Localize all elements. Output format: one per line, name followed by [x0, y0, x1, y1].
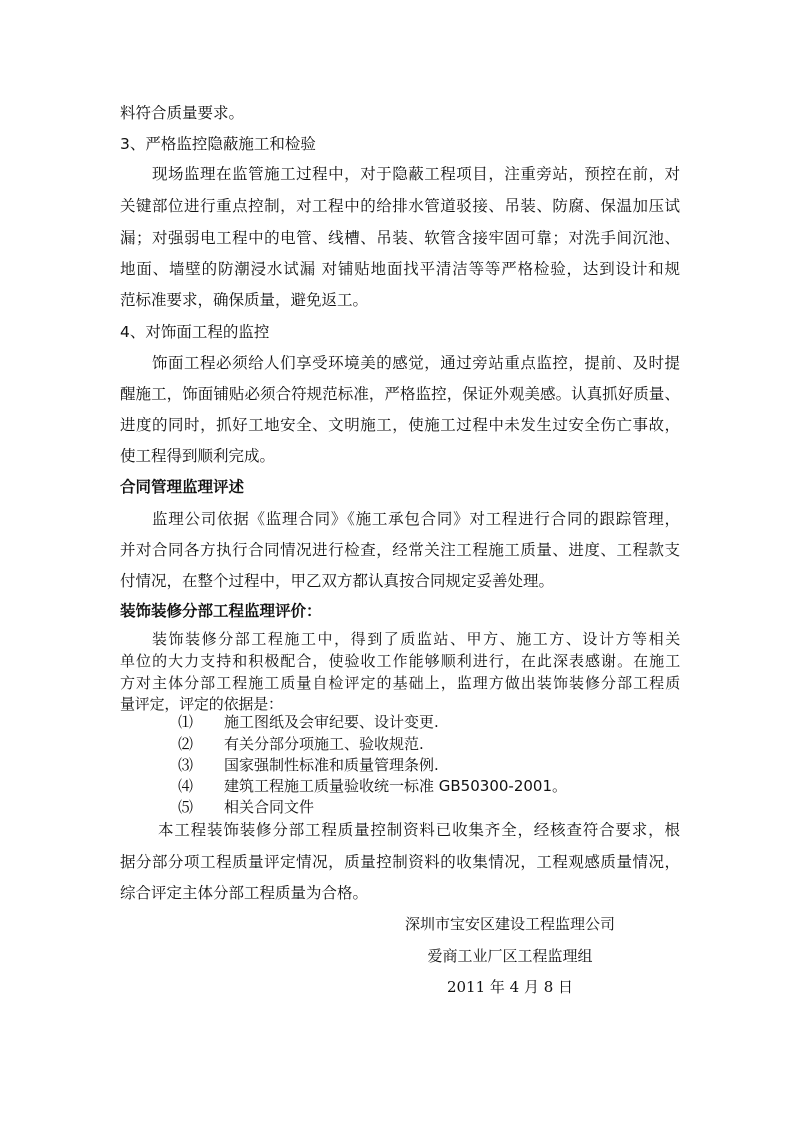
- paragraph-line: 醒施工，饰面铺贴必须合符规范标准，严格监控，保证外观美感。认真抓好质量、: [120, 385, 680, 403]
- list-number: ⑴: [178, 713, 194, 731]
- list-text: 施工图纸及会审纪要、设计变更.: [224, 713, 439, 731]
- paragraph-line: 范标准要求，确保质量，避免返工。: [120, 291, 369, 309]
- paragraph-line: 单位的大力支持和积极配合，使验收工作能够顺利进行，在此深表感谢。在施工: [120, 652, 680, 670]
- paragraph-line: 付情况，在整个过程中，甲乙双方都认真按合同规定妥善处理。: [120, 572, 555, 590]
- paragraph-line: 地面、墙壁的防潮浸水试漏 对铺贴地面找平清洁等等严格检验，达到设计和规: [120, 260, 680, 278]
- paragraph-line: 本工程装饰装修分部工程质量控制资料已收集齐全，经核查符合要求，根: [158, 821, 680, 839]
- list-number: ⑶: [178, 756, 194, 774]
- list-text: 国家强制性标准和质量管理条例.: [224, 756, 439, 774]
- list-number: ⑵: [178, 735, 194, 753]
- list-number: ⑸: [178, 798, 194, 816]
- paragraph-line: 监理公司依据《监理合同》《施工承包合同》对工程进行合同的跟踪管理，: [152, 510, 680, 528]
- paragraph-line: 关键部位进行重点控制，对工程中的给排水管道驳接、吊装、防腐、保温加压试: [120, 197, 680, 215]
- paragraph-line: 进度的同时，抓好工地安全、文明施工，使施工过程中未发生过安全伤亡事故，: [120, 416, 680, 434]
- paragraph-line: 综合评定主体分部工程质量为合格。: [120, 884, 369, 902]
- list-text: 相关合同文件: [224, 798, 315, 816]
- contract-heading: 合同管理监理评述: [120, 478, 245, 496]
- signature-group: 爱商工业厂区工程监理组: [427, 947, 593, 965]
- evaluation-heading: 装饰装修分部工程监理评价：: [120, 602, 322, 620]
- section-heading-4: 4、对饰面工程的监控: [120, 323, 270, 341]
- paragraph-line: 方对主体分部工程施工质量自检评定的基础上，监理方做出装饰装修分部工程质: [120, 674, 680, 692]
- paragraph-line: 装饰装修分部工程施工中，得到了质监站、甲方、施工方、设计方等相关: [152, 630, 680, 648]
- paragraph-line: 使工程得到顺利完成。: [120, 447, 276, 465]
- list-text: 建筑工程施工质量验收统一标准 GB50300-2001。: [224, 777, 567, 795]
- paragraph-tail: 料符合质量要求。: [120, 104, 245, 122]
- paragraph-line: 并对合同各方执行合同情况进行检查，经常关注工程施工质量、进度、工程款支: [120, 541, 680, 559]
- list-number: ⑷: [178, 777, 194, 795]
- paragraph-line: 漏；对强弱电工程中的电管、线槽、吊装、软管含接牢固可靠；对洗手间沉池、: [120, 229, 680, 247]
- signature-company: 深圳市宝安区建设工程监理公司: [404, 915, 615, 933]
- paragraph-line: 量评定，评定的依据是：: [120, 695, 283, 713]
- paragraph-line: 据分部分项工程质量评定情况，质量控制资料的收集情况，工程观感质量情况，: [120, 853, 680, 871]
- paragraph-line: 饰面工程必须给人们享受环境美的感觉，通过旁站重点监控，提前、及时提: [152, 354, 680, 372]
- signature-date: 2011 年 4 月 8 日: [446, 978, 574, 996]
- list-text: 有关分部分项施工、验收规范.: [224, 735, 424, 753]
- paragraph-line: 现场监理在监管施工过程中，对于隐蔽工程项目，注重旁站，预控在前，对: [152, 165, 680, 183]
- section-heading-3: 3、严格监控隐蔽施工和检验: [120, 135, 316, 153]
